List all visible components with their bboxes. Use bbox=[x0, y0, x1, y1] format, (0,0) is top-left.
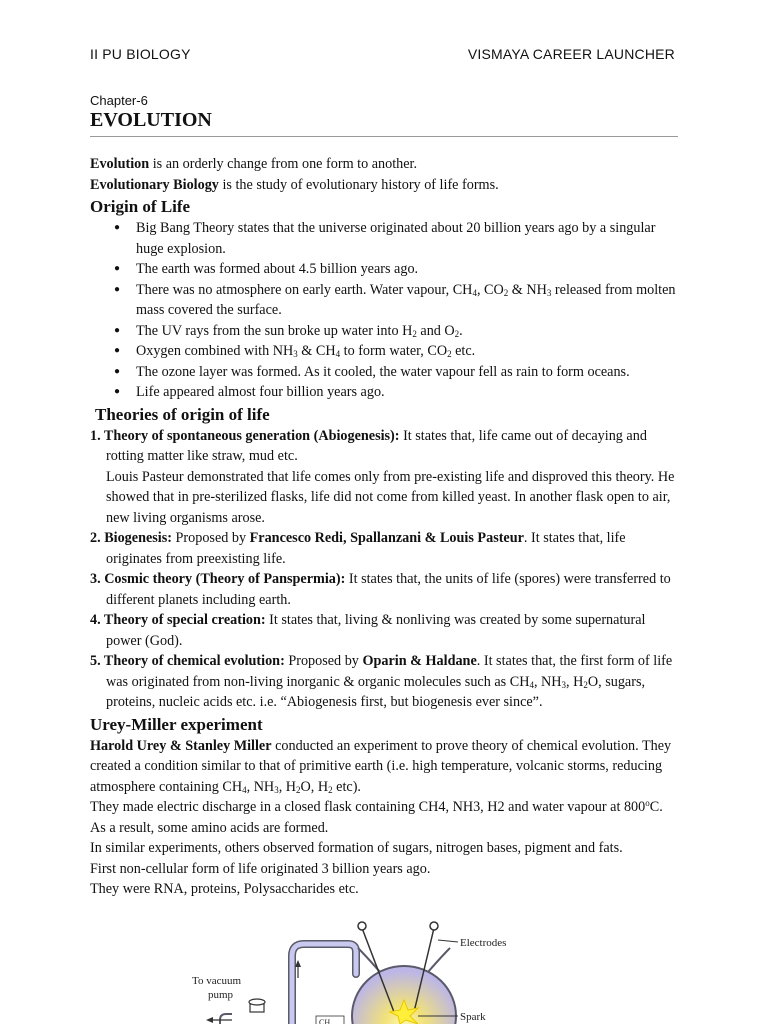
chapter-label: Chapter-6 bbox=[90, 93, 148, 108]
list-item: ● Oxygen combined with $NH_3$ & $CH_4$ to form water, $CO_2$ etc. bbox=[114, 341, 680, 362]
list-item: ● The UV rays from the sun broke up water into $H_2$ and $O_2$. bbox=[114, 321, 680, 342]
label-ch: CH bbox=[319, 1018, 331, 1024]
electrode-terminal-left bbox=[358, 922, 366, 930]
header-right: VISMAYA CAREER LAUNCHER bbox=[467, 46, 675, 62]
glass-tube bbox=[220, 1014, 232, 1024]
urey-paragraph-2: They made electric discharge in a closed flask containing CH4, NH3, H2 and water vapour at 800$^o$C. As a result, some amino acids are formed. bbox=[90, 798, 663, 836]
theory-1: 1. Theory of spontaneous generation (Abiogenesis): It states that, life came out of decaying and rotting matter like straw, mud etc. bbox=[90, 427, 647, 464]
header-left: II PU BIOLOGY bbox=[90, 46, 191, 62]
theories-heading: Theories of origin of life bbox=[95, 404, 270, 424]
list-item: ● Life appeared almost four billion years ago. bbox=[114, 382, 680, 403]
label-electrodes: Electrodes bbox=[460, 937, 507, 949]
page-header bbox=[90, 46, 675, 62]
electrode-terminal-right bbox=[430, 922, 438, 930]
list-item: ● The earth was formed about 4.5 billion years ago. bbox=[114, 259, 680, 280]
theory-2: 2. Biogenesis: Proposed by Francesco Redi, Spallanzani & Louis Pasteur. It states that, life originates from preexisting life. bbox=[90, 530, 626, 567]
urey-paragraph-1: Harold Urey & Stanley Miller conducted an experiment to prove theory of chemical evolution. They created a condition similar to that of primitive earth (i.e. high temperature, volcanic storms, reducing atmosphere containing $CH_4$, $NH_3$, $H_2O$, $H_2$ etc). bbox=[90, 737, 672, 795]
glass-tube-inner bbox=[292, 944, 356, 1024]
list-item: ● Big Bang Theory states that the universe originated about 20 billion years ago by a singular huge explosion. bbox=[114, 218, 680, 259]
urey-paragraph-5: They were RNA, proteins, Polysaccharides etc. bbox=[90, 881, 359, 897]
origin-of-life-heading: Origin of Life bbox=[90, 197, 191, 216]
urey-miller-apparatus-diagram bbox=[180, 912, 510, 1024]
evolution-definition: Evolution is an orderly change from one form to another. bbox=[90, 156, 418, 172]
vacuum-arrowhead bbox=[206, 1017, 213, 1023]
stopcock-handle bbox=[249, 999, 265, 1005]
theory-5: 5. Theory of chemical evolution: Proposed by Oparin & Haldane. It states that, the first form of life was originated from non-living inorganic & organic molecules such as $CH_4$, $NH_3$, $H_2O$, sugars, proteins, nucleic acids etc. i.e. “Abiogenesis first, but biogenesis ever since”. bbox=[90, 653, 673, 710]
electrodes-leader bbox=[438, 940, 458, 942]
glass-tube bbox=[292, 944, 356, 1024]
label-spark: Spark bbox=[460, 1011, 486, 1023]
theory-3: 3. Cosmic theory (Theory of Panspermia): It states that, the units of life (spores) were transferred to different planets including earth. bbox=[90, 571, 671, 608]
evolutionary-biology-definition: Evolutionary Biology is the study of evolutionary history of life forms. bbox=[90, 176, 499, 193]
label-to-vacuum: To vacuum bbox=[192, 975, 242, 987]
urey-paragraph-3: In similar experiments, others observed formation of sugars, nitrogen bases, pigment and fats. bbox=[90, 840, 623, 856]
label-pump: pump bbox=[208, 989, 234, 1001]
page-title: EVOLUTION bbox=[90, 109, 212, 131]
theory-4: 4. Theory of special creation: It states that, living & nonliving was created by some supernatural power (God). bbox=[90, 612, 646, 649]
theory-1-detail: Louis Pasteur demonstrated that life comes only from pre-existing life and disproved this theory. He showed that in pre-sterilized flasks, life did not come from killed yeast. In another flask open to air, new living organisms arose. bbox=[106, 468, 675, 526]
origin-of-life-list bbox=[90, 218, 680, 403]
urey-miller-heading: Urey-Miller experiment bbox=[90, 714, 263, 734]
title-divider bbox=[90, 136, 678, 137]
list-item: ● The ozone layer was formed. As it cooled, the water vapour fell as rain to form oceans. bbox=[114, 362, 680, 383]
flask-neck-right bbox=[428, 948, 450, 972]
document-body bbox=[90, 154, 680, 900]
urey-paragraph-4: First non-cellular form of life originated 3 billion years ago. bbox=[90, 860, 431, 877]
list-item: ● There was no atmosphere on early earth. Water vapour, $CH_4$, $CO_2$ & $NH_3$ released from molten mass covered the surface. bbox=[114, 280, 680, 321]
